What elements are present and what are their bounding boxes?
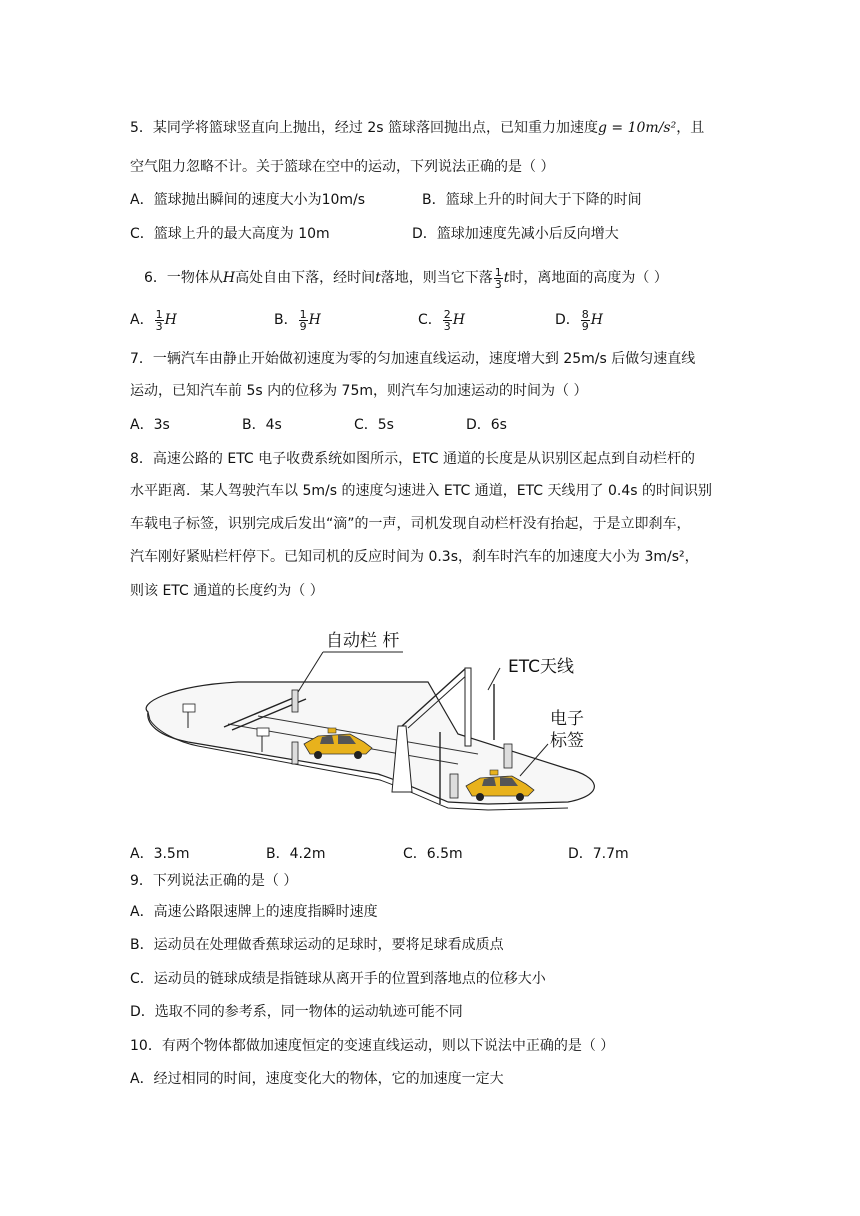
q6-option-d-num: 8 bbox=[581, 307, 589, 321]
q6-frac-den: 3 bbox=[494, 277, 502, 291]
q6-option-a-num: 1 bbox=[155, 307, 163, 321]
q9-option-c: C．运动员的链球成绩是指链球从离开手的位置到落地点的位移大小 bbox=[130, 971, 546, 987]
q5-text: 5．某同学将篮球竖直向上抛出，经过 2s 篮球落回抛出点，已知重力加速度 bbox=[130, 120, 599, 136]
q6-var-t2: t bbox=[503, 270, 510, 286]
barrier-post bbox=[292, 690, 298, 712]
q6-option-c-var: H bbox=[452, 312, 465, 328]
q6-option-c-num: 2 bbox=[443, 307, 451, 321]
q6-option-b bbox=[274, 306, 321, 334]
q9-option-d: D．选取不同的参考系，同一物体的运动轨迹可能不同 bbox=[130, 1004, 463, 1020]
q7-option-d: D．6s bbox=[466, 417, 507, 433]
q6-option-a bbox=[130, 306, 177, 334]
barrier-post bbox=[292, 742, 298, 764]
q6-option-d-label: D． bbox=[555, 312, 580, 328]
q5-text-end: ，且 bbox=[676, 120, 705, 136]
sign-board bbox=[183, 704, 195, 712]
q8-option-a: A．3.5m bbox=[130, 846, 190, 862]
antenna-label: ETC天线 bbox=[508, 657, 574, 677]
q8-line3: 车载电子标签，识别完成后发出“滴”的一声，司机发现自动栏杆没有抬起，于是立即刹车， bbox=[130, 516, 691, 532]
q6-option-a-var: H bbox=[164, 312, 177, 328]
q7-option-b: B．4s bbox=[242, 417, 282, 433]
q8-option-d: D．7.7m bbox=[568, 846, 629, 862]
q6-var-t: t bbox=[375, 270, 381, 286]
q6-stem bbox=[144, 264, 668, 292]
q5-option-a: A．篮球抛出瞬间的速度大小为10m/s bbox=[130, 192, 366, 208]
q8-line1: 8．高速公路的 ETC 电子收费系统如图所示，ETC 通道的长度是从识别区起点到自动栏杆的 bbox=[130, 451, 695, 467]
q6-option-d-var: H bbox=[590, 312, 603, 328]
q10-line1: 10．有两个物体都做加速度恒定的变速直线运动，则以下说法中正确的是（ ） bbox=[130, 1038, 615, 1054]
q5-line2: 空气阻力忽略不计。关于篮球在空中的运动，下列说法正确的是（ ） bbox=[130, 159, 555, 175]
q6-option-b-var: H bbox=[308, 312, 321, 328]
toll-booth bbox=[450, 774, 458, 798]
q5-line1 bbox=[130, 118, 704, 138]
q8-line5: 则该 ETC 通道的长度约为（ ） bbox=[130, 583, 324, 599]
q5-option-d: D．篮球加速度先减小后反向增大 bbox=[412, 226, 619, 242]
q6-text-b: 高处自由下落，经时间 bbox=[235, 270, 376, 286]
etc-diagram bbox=[128, 624, 628, 836]
q6-option-c-den: 3 bbox=[443, 319, 451, 333]
barrier-label: 自动栏 杆 bbox=[326, 631, 400, 651]
q7-line2: 运动，已知汽车前 5s 内的位移为 75m，则汽车匀加速运动的时间为（ ） bbox=[130, 383, 588, 399]
tag-label-1: 电子 bbox=[550, 709, 584, 729]
q9-option-b: B．运动员在处理做香蕉球运动的足球时，要将足球看成质点 bbox=[130, 937, 504, 953]
q6-fraction bbox=[494, 267, 503, 290]
q6-option-c-label: C． bbox=[418, 312, 442, 328]
q6-frac-num: 1 bbox=[494, 265, 502, 279]
q6-option-d-frac bbox=[581, 309, 590, 332]
q8-line2: 水平距离．某人驾驶汽车以 5m/s 的速度匀速进入 ETC 通道，ETC 天线用了 0.4s 的时间识别 bbox=[130, 483, 712, 499]
q6-option-c bbox=[418, 306, 465, 334]
q6-option-a-label: A． bbox=[130, 312, 154, 328]
q8-line4: 汽车刚好紧贴栏杆停下。已知司机的反应时间为 0.3s，刹车时汽车的加速度大小为 3m/s²， bbox=[130, 549, 699, 565]
q9-option-a: A．高速公路限速牌上的速度指瞬时速度 bbox=[130, 904, 378, 920]
q5-option-b: B．篮球上升的时间大于下降的时间 bbox=[422, 192, 642, 208]
q6-text-d: 时，离地面的高度为（ ） bbox=[509, 270, 668, 286]
toll-booth bbox=[504, 744, 512, 768]
q6-text-c: 落地，则当它下落 bbox=[380, 270, 493, 286]
q6-var-h: H bbox=[222, 270, 236, 286]
q8-option-b: B．4.2m bbox=[266, 846, 326, 862]
q7-option-a: A．3s bbox=[130, 417, 170, 433]
q6-option-d-den: 9 bbox=[581, 319, 589, 333]
sign-board bbox=[257, 728, 269, 736]
q7-option-c: C．5s bbox=[354, 417, 394, 433]
gantry-pole bbox=[465, 668, 471, 746]
q5-option-c: C．篮球上升的最大高度为 10m bbox=[130, 226, 330, 242]
q6-option-b-label: B． bbox=[274, 312, 298, 328]
q6-option-c-frac bbox=[443, 309, 452, 332]
q6-option-b-num: 1 bbox=[299, 307, 307, 321]
q6-option-b-den: 9 bbox=[299, 319, 307, 333]
q5-g-formula: g = 10m/s² bbox=[598, 120, 677, 136]
q6-option-b-frac bbox=[299, 309, 308, 332]
q9-line1: 9．下列说法正确的是（ ） bbox=[130, 873, 298, 889]
q7-line1: 7．一辆汽车由静止开始做初速度为零的匀加速直线运动，速度增大到 25m/s 后做匀速直线 bbox=[130, 351, 696, 367]
q6-option-a-frac bbox=[155, 309, 164, 332]
q10-option-a: A．经过相同的时间，速度变化大的物体，它的加速度一定大 bbox=[130, 1071, 504, 1087]
tag-label-2: 标签 bbox=[550, 731, 584, 751]
q6-option-d bbox=[555, 306, 603, 334]
q6-option-a-den: 3 bbox=[155, 319, 163, 333]
q6-text-a: 6．一物体从 bbox=[144, 270, 223, 286]
q8-option-c: C．6.5m bbox=[403, 846, 463, 862]
